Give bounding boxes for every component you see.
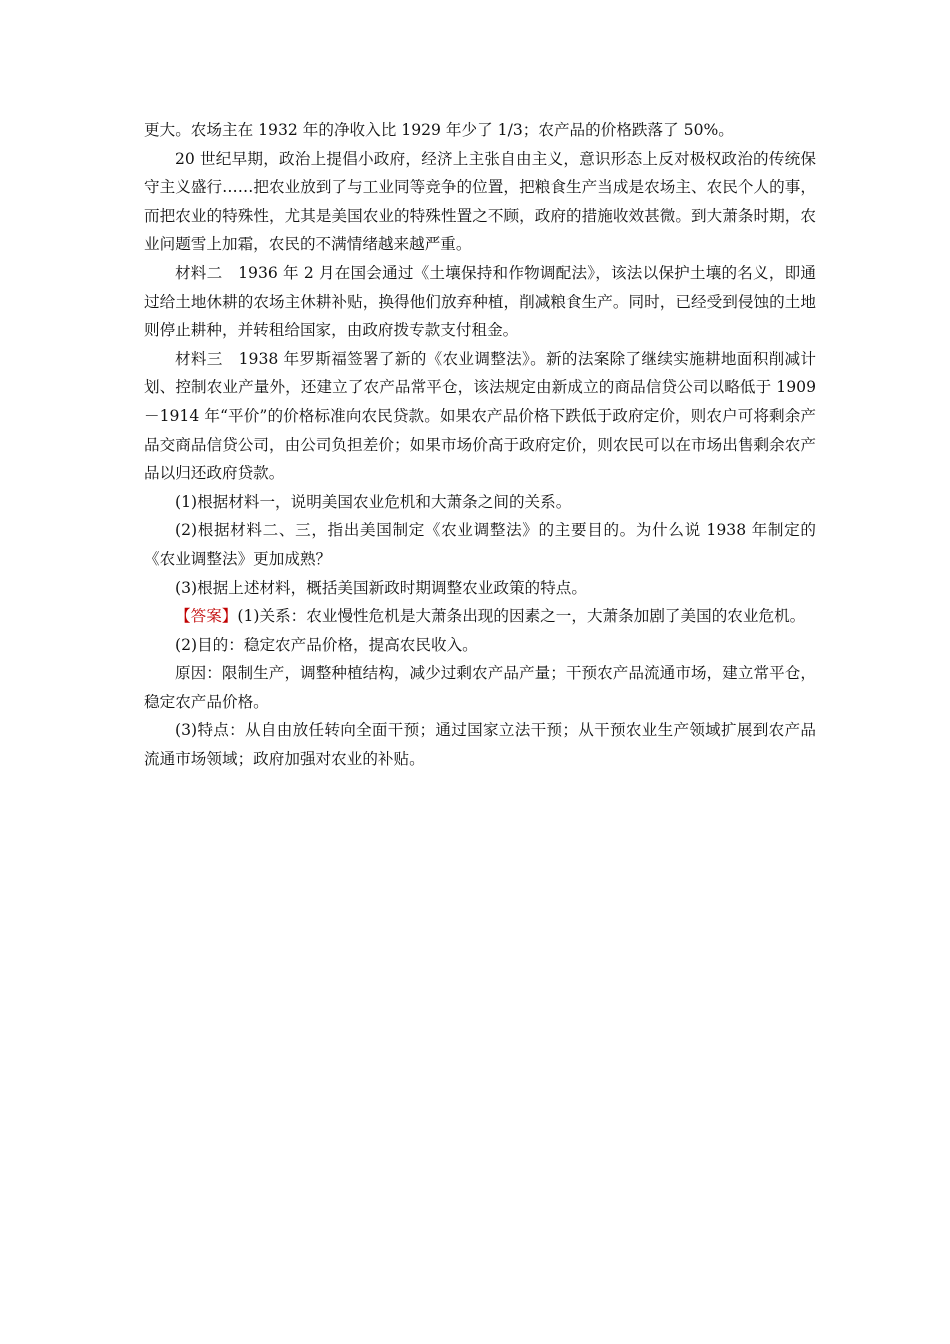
paragraph-continuation: 更大。农场主在 1932 年的净收入比 1929 年少了 1/3；农产品的价格跌落了 50%。 (144, 121, 734, 139)
question-one: (1)根据材料一，说明美国农业危机和大萧条之间的关系。 (175, 492, 572, 511)
answer-one: (1)关系：农业慢性危机是大萧条出现的因素之一，大萧条加剧了美国的农业危机。 (237, 607, 806, 626)
answer-two-purpose: (2)目的：稳定农产品价格，提高农民收入。 (175, 635, 478, 654)
paragraph-material-one: 20 世纪早期，政治上提倡小政府，经济上主张自由主义，意识形态上反对极权政治的传统保守主义盛行……把农业放到了与工业同等竞争的位置，把粮食生产当成是农场主、农民个人的事，而把农业的特殊性，尤其是美国农业的特殊性置之不顾，政府的措施收效甚微。到大萧条时期，农业问题雪上加霜，农民的不满情绪越来越严重。 (144, 149, 816, 254)
answer-paragraph (144, 602, 816, 631)
document-page (144, 116, 816, 774)
paragraph-material-two: 材料二 1936 年 2 月在国会通过《土壤保持和作物调配法》，该法以保护土壤的名义，即通过给土地休耕的农场主休耕补贴，换得他们放弃种植，削减粮食生产。同时，已经受到侵蚀的土地则停止耕种，并转租给国家，由政府拨专款支付租金。 (144, 263, 816, 340)
paragraph-material-three: 材料三 1938 年罗斯福签署了新的《农业调整法》。新的法案除了继续实施耕地面积削减计划、控制农业产量外，还建立了农产品常平仓，该法规定由新成立的商品信贷公司以略低于 1909－1914 年“平价”的价格标准向农民贷款。如果农产品价格下跌低于政府定价，则农户可将剩余产品交商品信贷公司，由公司负担差价；如果市场价高于政府定价，则农民可以在市场出售剩余农产品以归还政府贷款。 (144, 349, 816, 483)
answer-three: (3)特点：从自由放任转向全面干预；通过国家立法干预；从干预农业生产领域扩展到农产品流通市场领域；政府加强对农业的补贴。 (144, 721, 816, 769)
question-two: (2)根据材料二、三，指出美国制定《农业调整法》的主要目的。为什么说 1938 年制定的《农业调整法》更加成熟？ (144, 521, 816, 568)
answer-two-reason: 原因：限制生产，调整种植结构，减少过剩农产品产量；干预农产品流通市场，建立常平仓，稳定农产品价格。 (144, 664, 816, 711)
question-three: (3)根据上述材料，概括美国新政时期调整农业政策的特点。 (175, 578, 587, 597)
answer-tag: 【答案】 (175, 607, 238, 626)
